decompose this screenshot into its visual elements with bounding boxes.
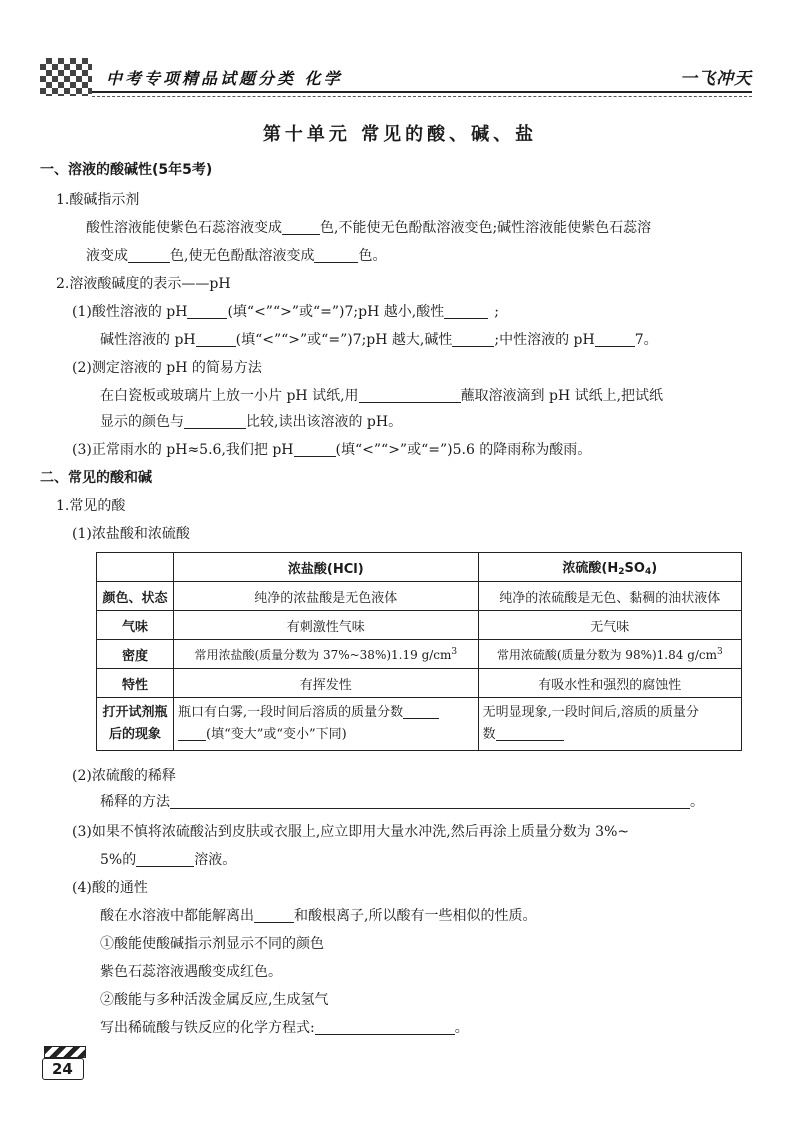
ph-line2: 碱性溶液的 pH (填“<”“>”或“=”)7;pH 越大,碱性 ;中性溶液的 pH 7。 xyxy=(100,332,658,348)
unit-title: 第十单元 常见的酸、碱、盐 xyxy=(262,124,538,145)
blank-alkalinity[interactable] xyxy=(452,332,494,347)
ph-measure-line2: 显示的颜色与 比较,读出该溶液的 pH。 xyxy=(100,414,403,430)
blank-acid-rain[interactable] xyxy=(294,442,336,457)
hcl-cell: 瓶口有白雾,一段时间后溶质的质量分数 (填“变大”或“变小”下同) xyxy=(174,698,479,751)
acid-common-title: (4)酸的通性 xyxy=(72,880,148,896)
property-1-detail: 紫色石蕊溶液遇酸变成红色。 xyxy=(100,964,282,980)
first-aid-line1: (3)如果不慎将浓硫酸沾到皮肤或衣服上,应立即用大量水冲洗,然后再涂上质量分数为 3%~ xyxy=(72,824,630,840)
conc-acids-subtitle: (1)浓盐酸和浓硫酸 xyxy=(72,526,190,542)
column-header-h2so4: 浓硫酸$(H_2SO_4)$ xyxy=(478,553,741,582)
blank-hcl-change[interactable] xyxy=(178,726,206,741)
section2-heading: 二、常见的酸和碱 xyxy=(40,470,152,486)
ph-measure-line1: 在白瓷板或玻璃片上放一小片 pH 试纸,用 蘸取溶液滴到 pH 试纸上,把试纸 xyxy=(100,388,664,404)
first-aid-line2: 5%的 溶液。 xyxy=(100,852,237,868)
property-2: ②酸能与多种活泼金属反应,生成氢气 xyxy=(100,992,329,1008)
row-label: 气味 xyxy=(97,611,174,640)
row-label: 颜色、状态 xyxy=(97,582,174,611)
blank-base-ph[interactable] xyxy=(196,332,236,347)
common-acids-title: 1.常见的酸 xyxy=(56,498,126,514)
dilution-line: 稀释的方法 。 xyxy=(100,794,704,810)
h2so4-cell: 无明显现象,一段时间后,溶质的质量分 数 xyxy=(478,698,741,751)
table-row xyxy=(97,669,742,698)
ph-measure-title: (2)测定溶液的 pH 的简易方法 xyxy=(72,360,262,376)
blank-equation[interactable] xyxy=(315,1020,455,1035)
acid-comparison-table xyxy=(96,552,742,751)
indicator-line2: 液变成 色,使无色酚酞溶液变成 色。 xyxy=(86,248,387,264)
striped-barrier-icon xyxy=(44,1046,86,1058)
blank-litmus-acid[interactable] xyxy=(282,220,320,235)
equation-line: 写出稀硫酸与铁反应的化学方程式: 。 xyxy=(100,1020,469,1036)
h2so4-cell: 常用浓硫酸(质量分数为 98%)1.84 $g/cm^3$ xyxy=(478,640,741,669)
brand-logo: 一飞冲天 xyxy=(680,69,752,89)
ph-line1: (1)酸性溶液的 pH (填“<”“>”或“=”)7;pH 越小,酸性 ; xyxy=(72,304,499,320)
blank-acid-ph[interactable] xyxy=(187,304,227,319)
h2so4-cell: 有吸水性和强烈的腐蚀性 xyxy=(478,669,741,698)
blank-h2so4-mass-fraction[interactable] xyxy=(496,726,564,741)
page-number-badge xyxy=(40,1046,86,1080)
h2so4-cell: 纯净的浓硫酸是无色、黏稠的油状液体 xyxy=(478,582,741,611)
table-row xyxy=(97,611,742,640)
table-corner-cell xyxy=(97,553,174,582)
blank-neutralizer[interactable] xyxy=(136,852,194,867)
table-row xyxy=(97,582,742,611)
header-dashed-rule xyxy=(92,96,752,97)
table-row xyxy=(97,640,742,669)
blank-litmus-base[interactable] xyxy=(128,248,170,263)
blank-dilution-method[interactable] xyxy=(170,794,690,809)
property-1: ①酸能使酸碱指示剂显示不同的颜色 xyxy=(100,936,324,952)
blank-compare-with[interactable] xyxy=(184,414,246,429)
book-title: 中考专项精品试题分类 化学 xyxy=(106,69,343,88)
checkerboard-logo-icon xyxy=(40,58,92,96)
hcl-cell: 常用浓盐酸(质量分数为 37%~38%)1.19 $g/cm^3$ xyxy=(174,640,479,669)
column-header-hcl: 浓盐酸(HCl) xyxy=(174,553,479,582)
blank-dip-tool[interactable] xyxy=(359,388,461,403)
blank-ion[interactable] xyxy=(254,908,294,923)
hcl-cell: 有刺激性气味 xyxy=(174,611,479,640)
page-header xyxy=(40,58,752,100)
dilution-subtitle: (2)浓硫酸的稀释 xyxy=(72,768,176,784)
table-row xyxy=(97,698,742,751)
table-header-row xyxy=(97,553,742,582)
section1-heading: 一、溶液的酸碱性(5年5考) xyxy=(40,162,213,178)
page-number: 24 xyxy=(52,1060,73,1078)
row-label: 密度 xyxy=(97,640,174,669)
ph-title: 2.溶液酸碱度的表示——pH xyxy=(56,276,231,292)
acid-common-line: 酸在水溶液中都能解离出 和酸根离子,所以酸有一些相似的性质。 xyxy=(100,908,537,924)
blank-phenolphthalein-base[interactable] xyxy=(314,248,358,263)
header-rule xyxy=(92,91,752,93)
hcl-cell: 有挥发性 xyxy=(174,669,479,698)
indicator-line1: 酸性溶液能使紫色石蕊溶液变成 色,不能使无色酚酞溶液变色;碱性溶液能使紫色石蕊溶 xyxy=(86,220,652,236)
blank-neutral-ph[interactable] xyxy=(595,332,635,347)
row-label: 特性 xyxy=(97,669,174,698)
hcl-cell: 纯净的浓盐酸是无色液体 xyxy=(174,582,479,611)
blank-hcl-mass-fraction[interactable] xyxy=(403,704,439,719)
h2so4-cell: 无气味 xyxy=(478,611,741,640)
acid-rain-line: (3)正常雨水的 pH≈5.6,我们把 pH (填“<”“>”或“=”)5.6 的降雨称为酸雨。 xyxy=(72,442,592,458)
indicator-title: 1.酸碱指示剂 xyxy=(56,192,140,208)
row-label: 打开试剂瓶 后的现象 xyxy=(97,698,174,751)
blank-acidity[interactable] xyxy=(444,304,488,319)
